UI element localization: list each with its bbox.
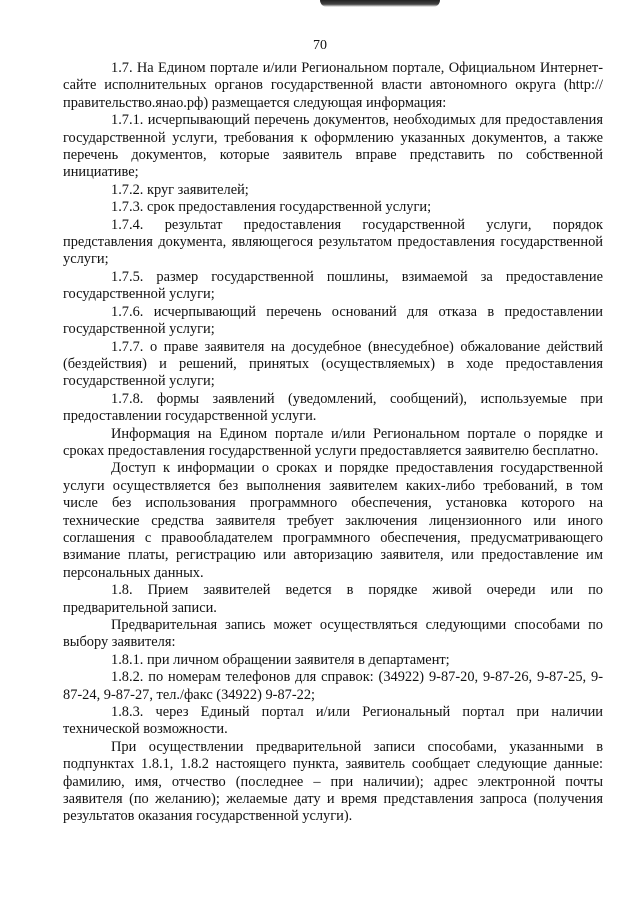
scan-edge-mark xyxy=(320,0,440,7)
paragraph-1-7-8: 1.7.8. формы заявлений (уведомлений, сообщений), используемые при предоставлении государственной услуги. xyxy=(63,390,603,425)
paragraph-1-7-1: 1.7.1. исчерпывающий перечень документов, необходимых для предоставления государственной услуги, требования к оформлению указанных документов, а также перечень документов, которые заявитель вправе представить по собственной инициативе; xyxy=(63,112,603,181)
paragraph-1-7: 1.7. На Едином портале и/или Региональном портале, Официальном Интернет-сайте исполнительных органов государственной власти автономного округа (http://правительство.янао.рф) размещается следующая информация: xyxy=(63,60,603,111)
paragraph-1-8: 1.8. Прием заявителей ведется в порядке живой очереди или по предварительной записи. xyxy=(63,582,603,616)
paragraph-info-free: Информация на Едином портале и/или Региональном портале о порядке и сроках предоставления государственной услуги предоставляется заявителю бесплатно. xyxy=(63,425,603,459)
page-number: 70 xyxy=(313,38,327,53)
paragraph-1-8-2: 1.8.2. по номерам телефонов для справок: (34922) 9-87-20, 9-87-26, 9-87-25, 9-87-24, 9-87-27, тел./факс (34922) 9-87-22; xyxy=(63,669,603,703)
paragraph-1-7-2: 1.7.2. круг заявителей; xyxy=(111,181,249,198)
paragraph-1-7-4: 1.7.4. результат предоставления государственной услуги, порядок представления документа, являющегося результатом предоставления государственной услуги; xyxy=(63,216,603,268)
document-body xyxy=(63,60,603,826)
paragraph-access: Доступ к информации о сроках и порядке предоставления государственной услуги осуществляется без выполнения заявителем каких-либо требований, в том числе без использования программного обеспечения, установка которого на технические средства заявителя требует заключения лицензионного или иного соглашения с правообладателем программного обеспечения, предусматривающего взимание платы, регистрацию или авторизацию заявителя, или предоставление им персональных данных. xyxy=(63,460,603,581)
paragraph-1-7-7: 1.7.7. о праве заявителя на досудебное (внесудебное) обжалование действий (бездействия) и решений, принятых (осуществляемых) в ходе предоставления государственной услуги; xyxy=(63,338,603,390)
paragraph-1-8-1: 1.8.1. при личном обращении заявителя в департамент; xyxy=(111,651,450,668)
paragraph-registration-data: При осуществлении предварительной записи способами, указанными в подпунктах 1.8.1, 1.8.2 настоящего пункта, заявитель сообщает следующие данные: фамилию, имя, отчество (последнее – при наличии); адрес электронной почты заявителя (по желанию); желаемые дату и время представления запроса (получения результатов оказания государственной услуги). xyxy=(63,738,603,825)
paragraph-1-7-3: 1.7.3. срок предоставления государственной услуги; xyxy=(111,199,432,216)
paragraph-1-8-3: 1.8.3. через Единый портал и/или Региональный портал при наличии технической возможности. xyxy=(63,704,603,738)
paragraph-pre-registration: Предварительная запись может осуществляться следующими способами по выбору заявителя: xyxy=(63,617,603,651)
paragraph-1-7-5: 1.7.5. размер государственной пошлины, взимаемой за предоставление государственной услуги; xyxy=(63,268,603,303)
paragraph-1-7-6: 1.7.6. исчерпывающий перечень оснований для отказа в предоставлении государственной услуги; xyxy=(63,303,603,338)
